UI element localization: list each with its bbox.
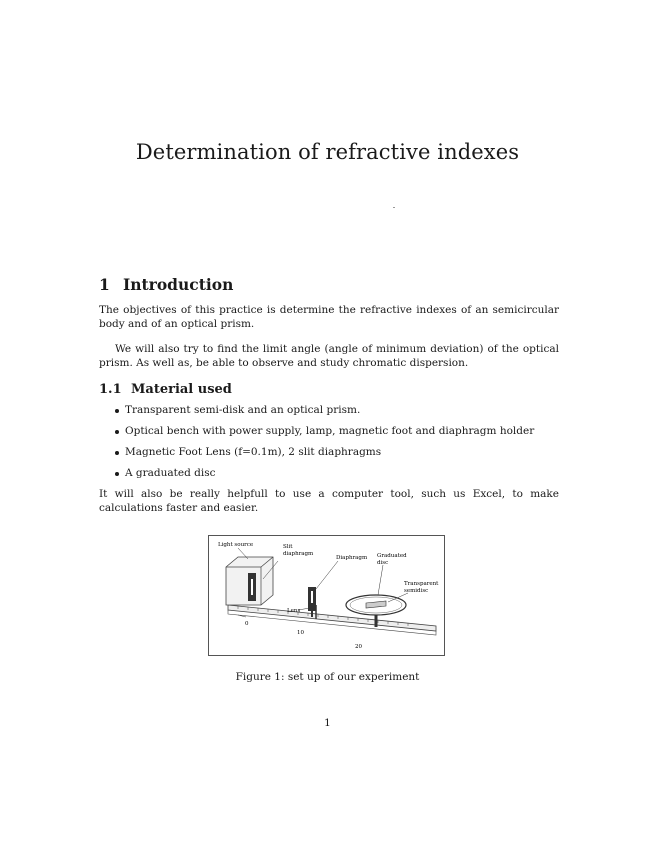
figure-label: diaphragm	[283, 551, 314, 557]
list-item: A graduated disc	[113, 467, 534, 488]
figure-label: disc	[377, 560, 389, 566]
figure-label: Light source	[218, 542, 254, 548]
subsection-title: Material used	[131, 382, 232, 397]
figure-label: Slit	[283, 544, 293, 550]
page-number: 1	[324, 717, 331, 729]
figure-label: Diaphragm	[336, 555, 368, 561]
subsection-number: 1.1	[99, 382, 122, 397]
document-title: Determination of refractive indexes	[135, 140, 520, 164]
intro-paragraph-2: We will also try to find the limit angle (angle of minimum deviation) of the optical prism. As well as, be able to observe and study chromatic dispersion.	[99, 343, 559, 369]
stray-mark	[393, 207, 395, 208]
figure-label: 20	[355, 644, 362, 650]
materials-list	[113, 404, 534, 488]
list-item: Transparent semi-disk and an optical prism.	[113, 404, 534, 425]
figure-caption: Figure 1: set up of our experiment	[235, 671, 420, 683]
subsection-heading	[99, 382, 232, 397]
list-item: Magnetic Foot Lens (f=0.1m), 2 slit diaphragms	[113, 446, 534, 467]
list-item: Optical bench with power supply, lamp, magnetic foot and diaphragm holder	[113, 425, 534, 446]
figure-label: Lens	[287, 608, 301, 614]
closing-paragraph: It will also be really helpfull to use a computer tool, such us Excel, to make calculations faster and easier.	[99, 488, 559, 514]
section-number: 1	[99, 275, 110, 294]
intro-paragraph-1: The objectives of this practice is determine the refractive indexes of an semicircular body and of an optical prism.	[99, 304, 559, 330]
figure-label: 10	[297, 630, 304, 636]
figure-label: semidisc	[404, 588, 429, 594]
setup-figure	[208, 535, 445, 656]
figure-label: Graduated	[377, 553, 407, 559]
section-title: Introduction	[123, 275, 234, 294]
figure-label: Transparent	[404, 581, 439, 587]
section-heading	[99, 275, 233, 294]
figure-label: 0	[245, 621, 249, 627]
